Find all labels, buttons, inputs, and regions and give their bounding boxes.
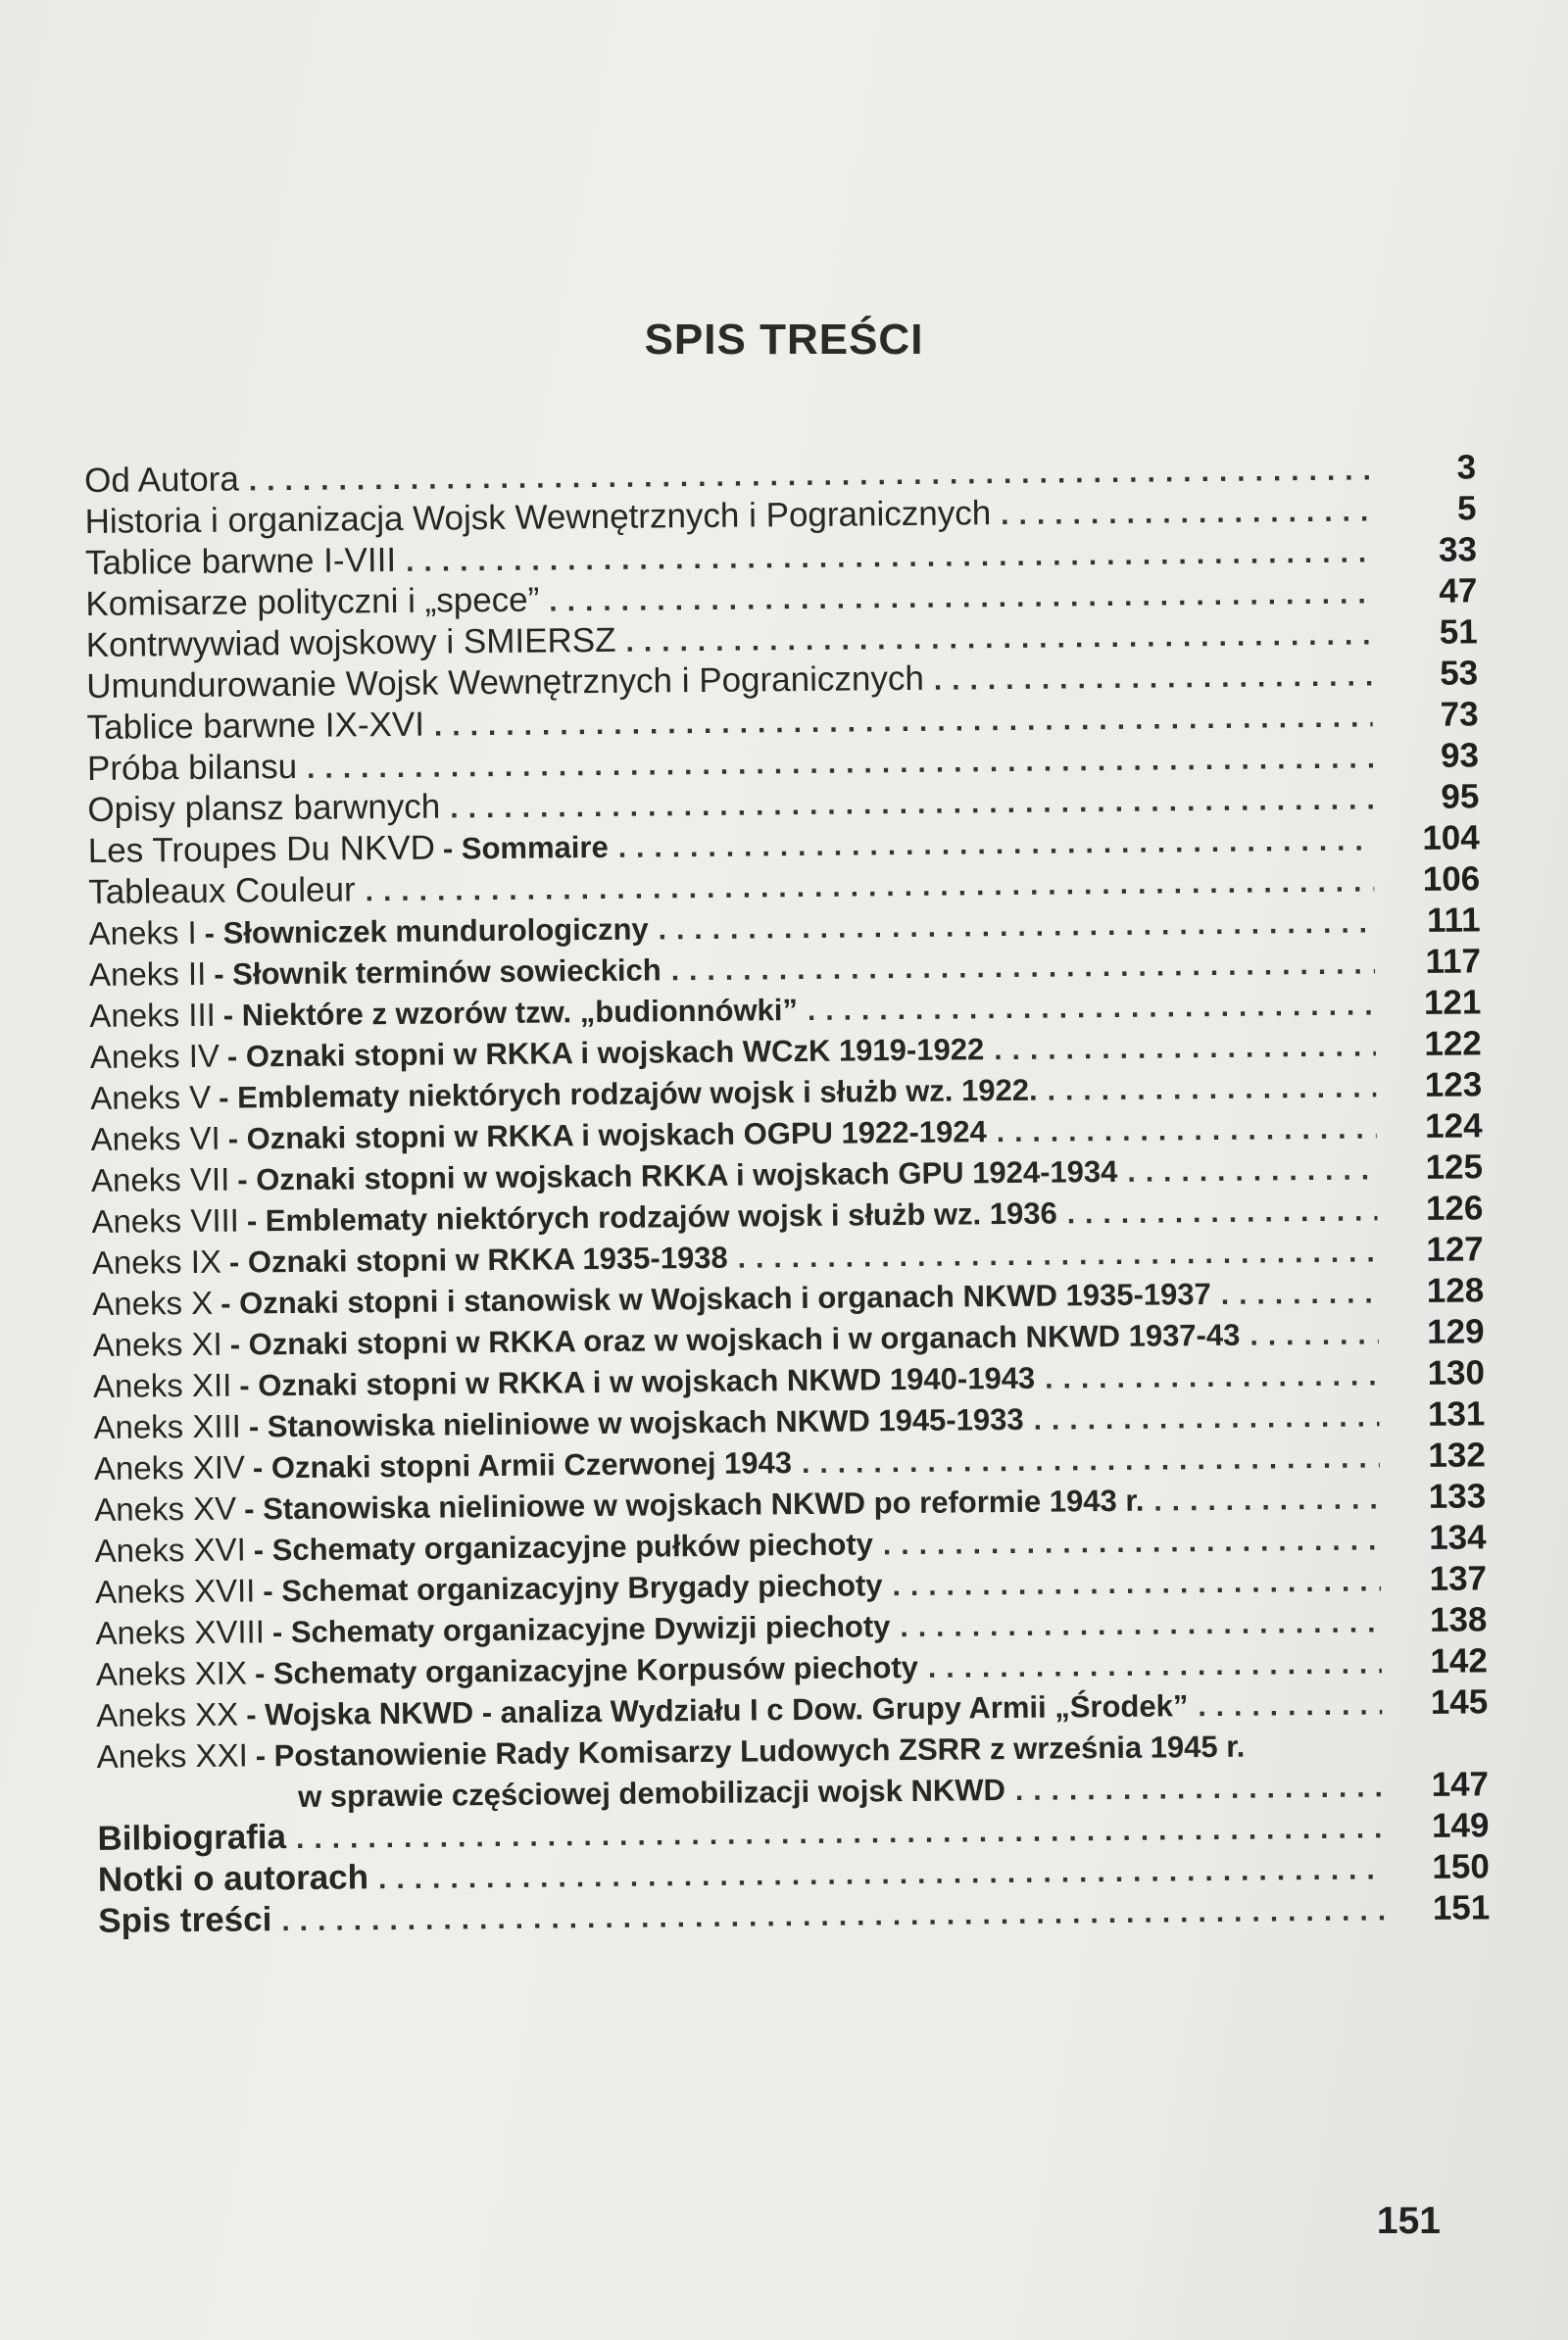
- toc-entry-label: Tableaux Couleur: [88, 870, 356, 911]
- toc-entry-page-number: 130: [1427, 1353, 1486, 1392]
- toc-entry-subtitle: - Postanowienie Rady Komisarzy Ludowych ZSRR z września 1945 r.: [255, 1729, 1246, 1774]
- toc-entry-subtitle: - Oznaki stopni i stanowisk w Wojskach i organach NKWD 1935-1937: [220, 1277, 1211, 1321]
- toc-entry-subtitle: - Schematy organizacyjne Dywizji piechoty: [271, 1609, 891, 1650]
- toc-entry-page-number: 111: [1426, 901, 1481, 940]
- dot-leader: [1198, 1684, 1382, 1728]
- dot-leader: [1250, 1314, 1379, 1356]
- toc-entry-page-number: 106: [1422, 859, 1481, 899]
- toc-entry-label: Aneks IX: [91, 1243, 222, 1281]
- toc-entry-page-number: 117: [1425, 942, 1482, 981]
- toc-entry-label: Umundurowanie Wojsk Wewnętrznych i Pogranicznych: [86, 658, 925, 706]
- toc-entry-label: Aneks VI: [90, 1119, 220, 1157]
- toc-entry-subtitle: - Stanowiska nieliniowe w wojskach NKWD po reformie 1943 r.: [244, 1483, 1145, 1527]
- toc-entry-page-number: 142: [1430, 1641, 1489, 1681]
- toc-entry-subtitle: - Słownik terminów sowieckich: [214, 952, 662, 992]
- toc-entry-label: Aneks XIV: [93, 1448, 246, 1487]
- toc-entry-page-number: 132: [1428, 1436, 1486, 1475]
- toc-entry: [96, 1723, 1489, 1819]
- toc-entry-label: Aneks XVII: [94, 1572, 256, 1610]
- dot-leader: [900, 1602, 1381, 1648]
- dot-leader: [1067, 1191, 1378, 1235]
- toc-entry-page-number: 122: [1424, 1024, 1482, 1063]
- toc-entry-label: Od Autora: [84, 460, 239, 500]
- toc-entry-page-number: 129: [1427, 1312, 1485, 1351]
- toc-entry-label: Opisy plansz barwnych: [87, 787, 441, 829]
- toc-entry-subtitle: - Schematy organizacyjne pułków piechoty: [253, 1527, 874, 1568]
- toc-entry-label: Bilbiografia: [97, 1818, 287, 1858]
- toc-entry-page-number: 145: [1430, 1682, 1489, 1722]
- toc-entry-label: Aneks VII: [90, 1160, 230, 1198]
- toc-entry-text: [96, 1724, 1400, 1821]
- toc-entry-page-number: 5: [1456, 489, 1477, 528]
- toc-entry-label: Aneks I: [88, 913, 197, 951]
- dot-leader: [1153, 1479, 1380, 1522]
- toc-entry-page-number: 134: [1429, 1518, 1487, 1557]
- toc-entry-label: Aneks V: [90, 1078, 212, 1116]
- toc-entry-subtitle: - Wojska NKWD - analiza Wydziału I c Dow. Grupy Armii „Środek”: [246, 1688, 1189, 1732]
- toc-entry-subtitle: - Emblematy niektórych rodzajów wojsk i służb wz. 1936: [246, 1195, 1057, 1239]
- toc-entry-subtitle: - Oznaki stopni w wojskach RKKA i wojskach GPU 1924-1934: [237, 1153, 1118, 1197]
- toc-entry-page-number: 127: [1426, 1230, 1484, 1269]
- dot-leader: [928, 1643, 1382, 1688]
- page-title: SPIS TREŚCI: [644, 316, 924, 364]
- dot-leader: [934, 656, 1373, 701]
- toc-entry-subtitle: - Stanowiska nieliniowe w wojskach NKWD 1945-1933: [248, 1401, 1024, 1444]
- toc-entry-label: Spis treści: [98, 1900, 272, 1940]
- dot-leader: [997, 1108, 1377, 1153]
- toc-entry-label: Aneks VIII: [91, 1201, 240, 1240]
- toc-entry-subtitle: - Oznaki stopni w RKKA i wojskach WCzK 1919-1922: [226, 1032, 985, 1074]
- toc-entry-subtitle: - Emblematy niektórych rodzajów wojsk i służb wz. 1922.: [218, 1072, 1038, 1115]
- toc-entry-page-number: 53: [1440, 654, 1479, 693]
- toc-entry-page-number: 95: [1441, 777, 1480, 816]
- toc-entry-label: Historia i organizacja Wojsk Wewnętrznych i Pogranicznych: [84, 494, 992, 541]
- toc-entry-label: Kontrwywiad wojskowy i SMIERSZ: [85, 620, 616, 664]
- dot-leader: [1047, 1067, 1376, 1111]
- toc-entry-label: Aneks XIII: [93, 1407, 242, 1445]
- toc-entry-label: Aneks IV: [89, 1037, 220, 1075]
- dot-leader: [281, 1890, 1384, 1942]
- toc-entry-page-number: 123: [1424, 1065, 1483, 1104]
- toc-entry-label: Notki o autorach: [97, 1858, 369, 1899]
- toc-entry-subtitle: - Schematy organizacyjne Korpusów piechoty: [254, 1649, 919, 1691]
- toc-entry-label: Aneks II: [88, 954, 207, 993]
- table-of-contents: [84, 447, 1491, 2009]
- toc-entry-page-number: 93: [1440, 736, 1480, 775]
- toc-entry-label: Aneks XV: [94, 1489, 237, 1528]
- toc-entry-page-number: 3: [1456, 448, 1477, 487]
- toc-entry-subtitle-continued: w sprawie częściowej demobilizacji wojsk NKWD: [297, 1773, 1006, 1814]
- toc-entry-subtitle: - Słowniczek mundurologiczny: [204, 911, 649, 951]
- toc-entry-label: Aneks XII: [92, 1366, 232, 1404]
- toc-entry-label: Aneks XIX: [95, 1654, 248, 1692]
- dot-leader: [1127, 1149, 1377, 1193]
- toc-entry-page-number: 138: [1429, 1600, 1488, 1639]
- toc-entry-page-number: 147: [1431, 1765, 1490, 1804]
- toc-entry-subtitle: - Oznaki stopni Armii Czerwonej 1943: [252, 1445, 793, 1486]
- toc-entry-page-number: 137: [1429, 1559, 1488, 1598]
- dot-leader: [1015, 1767, 1384, 1812]
- toc-entry-label: Aneks XX: [96, 1695, 239, 1733]
- toc-entry-page-number: 149: [1431, 1806, 1490, 1845]
- toc-entry-page-number: 104: [1422, 818, 1480, 857]
- toc-entry-subtitle: - Niektóre z wzorów tzw. „budionnówki”: [222, 993, 799, 1033]
- toc-entry-label: Aneks XVIII: [95, 1613, 266, 1651]
- toc-entry-label: Aneks XXI: [96, 1736, 248, 1775]
- toc-entry-page-number: 131: [1427, 1394, 1486, 1434]
- dot-leader: [1221, 1273, 1379, 1316]
- toc-entry-label: Aneks X: [92, 1284, 214, 1322]
- dot-leader: [1033, 1396, 1379, 1440]
- toc-entry-subtitle: - Oznaki stopni w RKKA i w wojskach NKWD 1940-1943: [239, 1360, 1036, 1403]
- toc-entry-page-number: 125: [1425, 1147, 1484, 1187]
- toc-entry-page-number: 51: [1439, 612, 1478, 652]
- toc-entry-label: Próba bilansu: [86, 747, 298, 788]
- toc-entry-page-number: 126: [1425, 1189, 1484, 1228]
- toc-entry-page-number: 133: [1428, 1477, 1487, 1516]
- toc-entry-subtitle: - Schemat organizacyjny Brygady piechoty: [263, 1568, 883, 1609]
- toc-entry-subtitle: - Oznaki stopni w RKKA i wojskach OGPU 1922-1924: [227, 1114, 987, 1156]
- toc-entry-page-number: 47: [1439, 571, 1478, 610]
- toc-entry-subtitle: - Sommaire: [442, 829, 609, 866]
- dot-leader: [1001, 491, 1371, 536]
- toc-entry-label: Aneks XVI: [94, 1531, 246, 1569]
- toc-entry-page-number: 121: [1423, 983, 1482, 1022]
- toc-entry-page-number: 124: [1424, 1106, 1483, 1146]
- toc-entry-label: Tablice barwne I-VIII: [84, 540, 397, 582]
- toc-entry-page-number: 128: [1426, 1271, 1485, 1310]
- toc-entry-subtitle: - Oznaki stopni w RKKA oraz w wojskach i w organach NKWD 1937-43: [229, 1317, 1241, 1362]
- toc-entry-label: Tablice barwne IX-XVI: [86, 705, 425, 747]
- toc-entry-page-number: 151: [1432, 1888, 1491, 1927]
- toc-entry-page-number: 150: [1432, 1847, 1491, 1886]
- toc-entry-page-number: 73: [1440, 695, 1479, 734]
- page-number: 151: [1376, 2200, 1441, 2242]
- toc-entry-subtitle: - Oznaki stopni w RKKA 1935-1938: [228, 1240, 728, 1280]
- dot-leader: [1045, 1355, 1379, 1399]
- toc-entry-label: Aneks XI: [92, 1325, 222, 1363]
- toc-entry-label: Les Troupes Du NKVD: [87, 828, 436, 870]
- toc-entry-label: Komisarze polityczni i „spece”: [85, 580, 540, 623]
- toc-entry-label: Aneks III: [89, 996, 217, 1034]
- dot-leader: [994, 1026, 1376, 1071]
- toc-entry-page-number: 33: [1438, 530, 1478, 569]
